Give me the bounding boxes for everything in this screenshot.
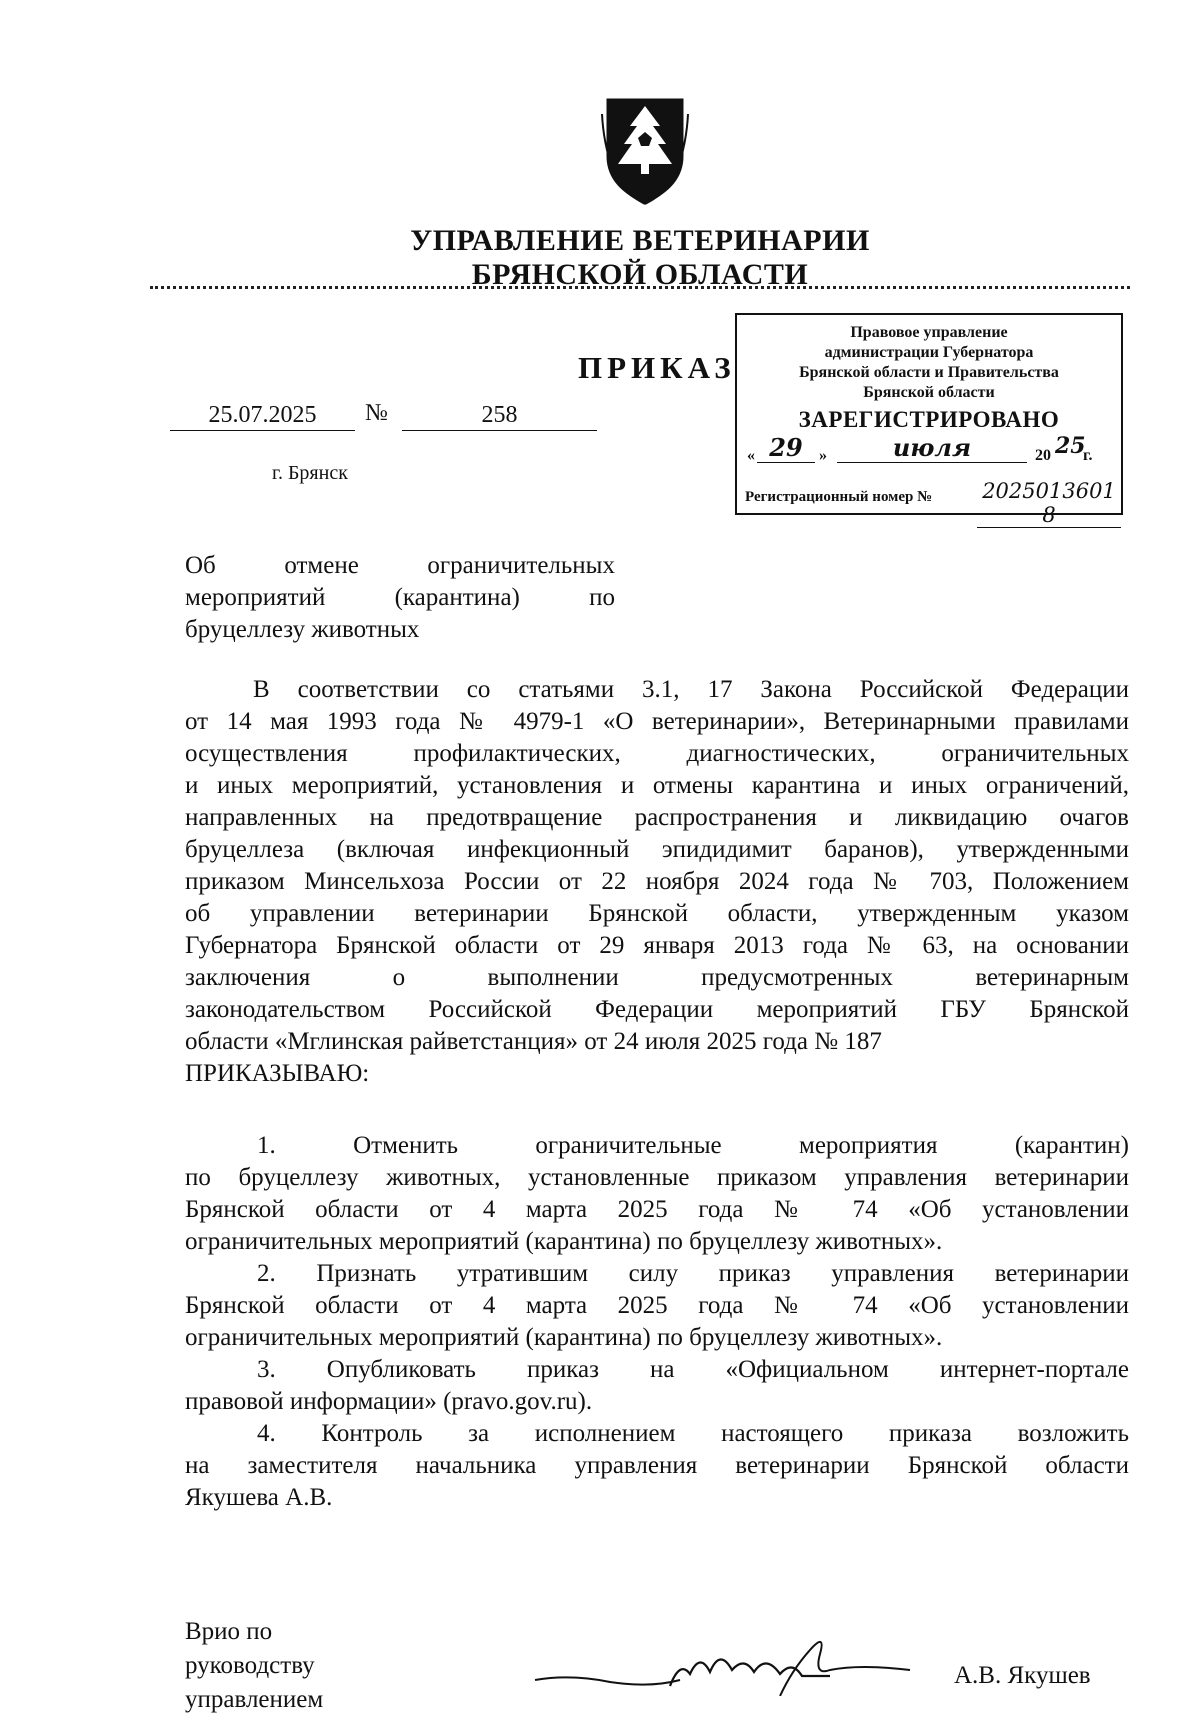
subject-word: отмене xyxy=(284,552,359,579)
preamble xyxy=(185,674,1129,1090)
stamp-reg-number: 2025013601 8 xyxy=(977,479,1121,528)
subject-word: по xyxy=(589,584,615,611)
subject-word: Об xyxy=(185,552,216,579)
preamble-line: осуществления профилактических, диагностических, ограничительных xyxy=(185,740,1129,767)
signatory-role xyxy=(185,1615,323,1717)
stamp-date-row: « 29 » июля 20 25 г. xyxy=(747,433,1093,464)
item-1-line: Брянской области от 4 марта 2025 года № 74 «Об установлении xyxy=(185,1196,1129,1223)
order-date: 25.07.2025 xyxy=(170,400,355,431)
preamble-line: Губернатора Брянской области от 29 января 2013 года № 63, на основании xyxy=(185,932,1129,959)
preamble-line: заключения о выполнении предусмотренных ветеринарным xyxy=(185,964,1129,991)
subject-word: ограничительных xyxy=(427,552,615,579)
preamble-line: бруцеллеза (включая инфекционный эпидидимит баранов), утвержденными xyxy=(185,836,1129,863)
signatory-role-line: руководству xyxy=(185,1652,315,1679)
signatory-role-line: управлением xyxy=(185,1686,324,1713)
order-number: 258 xyxy=(402,400,597,431)
document-title: ПРИКАЗ xyxy=(578,350,736,385)
organization-name-line-2: БРЯНСКОЙ ОБЛАСТИ xyxy=(471,258,809,291)
stamp-year-prefix: 20 xyxy=(1035,447,1051,464)
subject-word: мероприятий xyxy=(185,584,326,611)
number-sign: № xyxy=(365,400,388,426)
registration-stamp xyxy=(735,313,1123,527)
preamble-line: и иных мероприятий, установления и отмены карантина и иных ограничений, xyxy=(185,772,1129,799)
subject-line-1 xyxy=(185,550,615,582)
preamble-line: законодательством Российской Федерации мероприятий ГБУ Брянской xyxy=(185,996,1129,1023)
preamble-line: В соответствии со статьями 3.1, 17 Закона Российской Федерации xyxy=(253,676,1129,703)
subject-line-2 xyxy=(185,582,615,614)
stamp-year-g: г. xyxy=(1083,447,1093,464)
subject-word: (карантина) xyxy=(394,584,520,611)
stamp-line-3: Брянской области и Правительства xyxy=(799,364,1059,381)
item-4-line: Якушева А.В. xyxy=(185,1484,333,1511)
signatory-name: А.В. Якушев xyxy=(954,1662,1091,1689)
stamp-line-1: Правовое управление xyxy=(850,324,1008,341)
preamble-line: направленных на предотвращение распространения и ликвидацию очагов xyxy=(185,804,1129,831)
item-2-line: ограничительных мероприятий (карантина) по бруцеллезу животных». xyxy=(185,1324,943,1351)
item-1-line: 1. Отменить ограничительные мероприятия (карантин) xyxy=(257,1132,1129,1159)
signatory-role-line: Врио по xyxy=(185,1618,273,1645)
preamble-line: области «Мглинская райветстанция» от 24 июля 2025 года № 187 xyxy=(185,1028,882,1055)
order-word: ПРИКАЗЫВАЮ: xyxy=(185,1060,370,1087)
item-4-line: 4. Контроль за исполнением настоящего приказа возложить xyxy=(257,1420,1129,1447)
stamp-day: 29 xyxy=(757,433,815,463)
organization-name-line-1: УПРАВЛЕНИЕ ВЕТЕРИНАРИИ xyxy=(410,224,870,257)
coat-of-arms-emblem xyxy=(600,94,690,206)
item-2-line: 2. Признать утратившим силу приказ управления ветеринарии xyxy=(257,1260,1129,1287)
header-divider xyxy=(150,286,1130,289)
subject-line-3: бруцеллезу животных xyxy=(185,616,420,643)
stamp-year-suffix: 25 xyxy=(1055,433,1086,459)
order-city: г. Брянск xyxy=(272,462,348,484)
preamble-line: приказом Минсельхоза России от 22 ноября 2024 года № 703, Положением xyxy=(185,868,1129,895)
stamp-reg-label: Регистрационный номер № xyxy=(745,489,933,505)
order-subject xyxy=(185,550,615,646)
stamp-reg-row xyxy=(737,479,1121,527)
item-2-line: Брянской области от 4 марта 2025 года № 74 «Об установлении xyxy=(185,1292,1129,1319)
stamp-month: июля xyxy=(837,433,1027,463)
stamp-line-2: администрации Губернатора xyxy=(824,344,1034,361)
item-3-line: правовой информации» (pravo.gov.ru). xyxy=(185,1388,593,1415)
preamble-line: от 14 мая 1993 года № 4979-1 «О ветеринарии», Ветеринарными правилами xyxy=(185,708,1129,735)
item-1-line: по бруцеллезу животных, установленные приказом управления ветеринарии xyxy=(185,1164,1129,1191)
stamp-registered: ЗАРЕГИСТРИРОВАНО xyxy=(798,407,1060,432)
item-1-line: ограничительных мероприятий (карантина) по бруцеллезу животных». xyxy=(185,1228,943,1255)
item-4-line: на заместителя начальника управления ветеринарии Брянской области xyxy=(185,1452,1129,1479)
item-3-line: 3. Опубликовать приказ на «Официальном интернет-портале xyxy=(257,1356,1129,1383)
handwritten-signature xyxy=(530,1630,930,1696)
stamp-line-4: Брянской области xyxy=(863,384,995,401)
order-items xyxy=(185,1130,1129,1514)
preamble-line: об управлении ветеринарии Брянской области, утвержденным указом xyxy=(185,900,1129,927)
